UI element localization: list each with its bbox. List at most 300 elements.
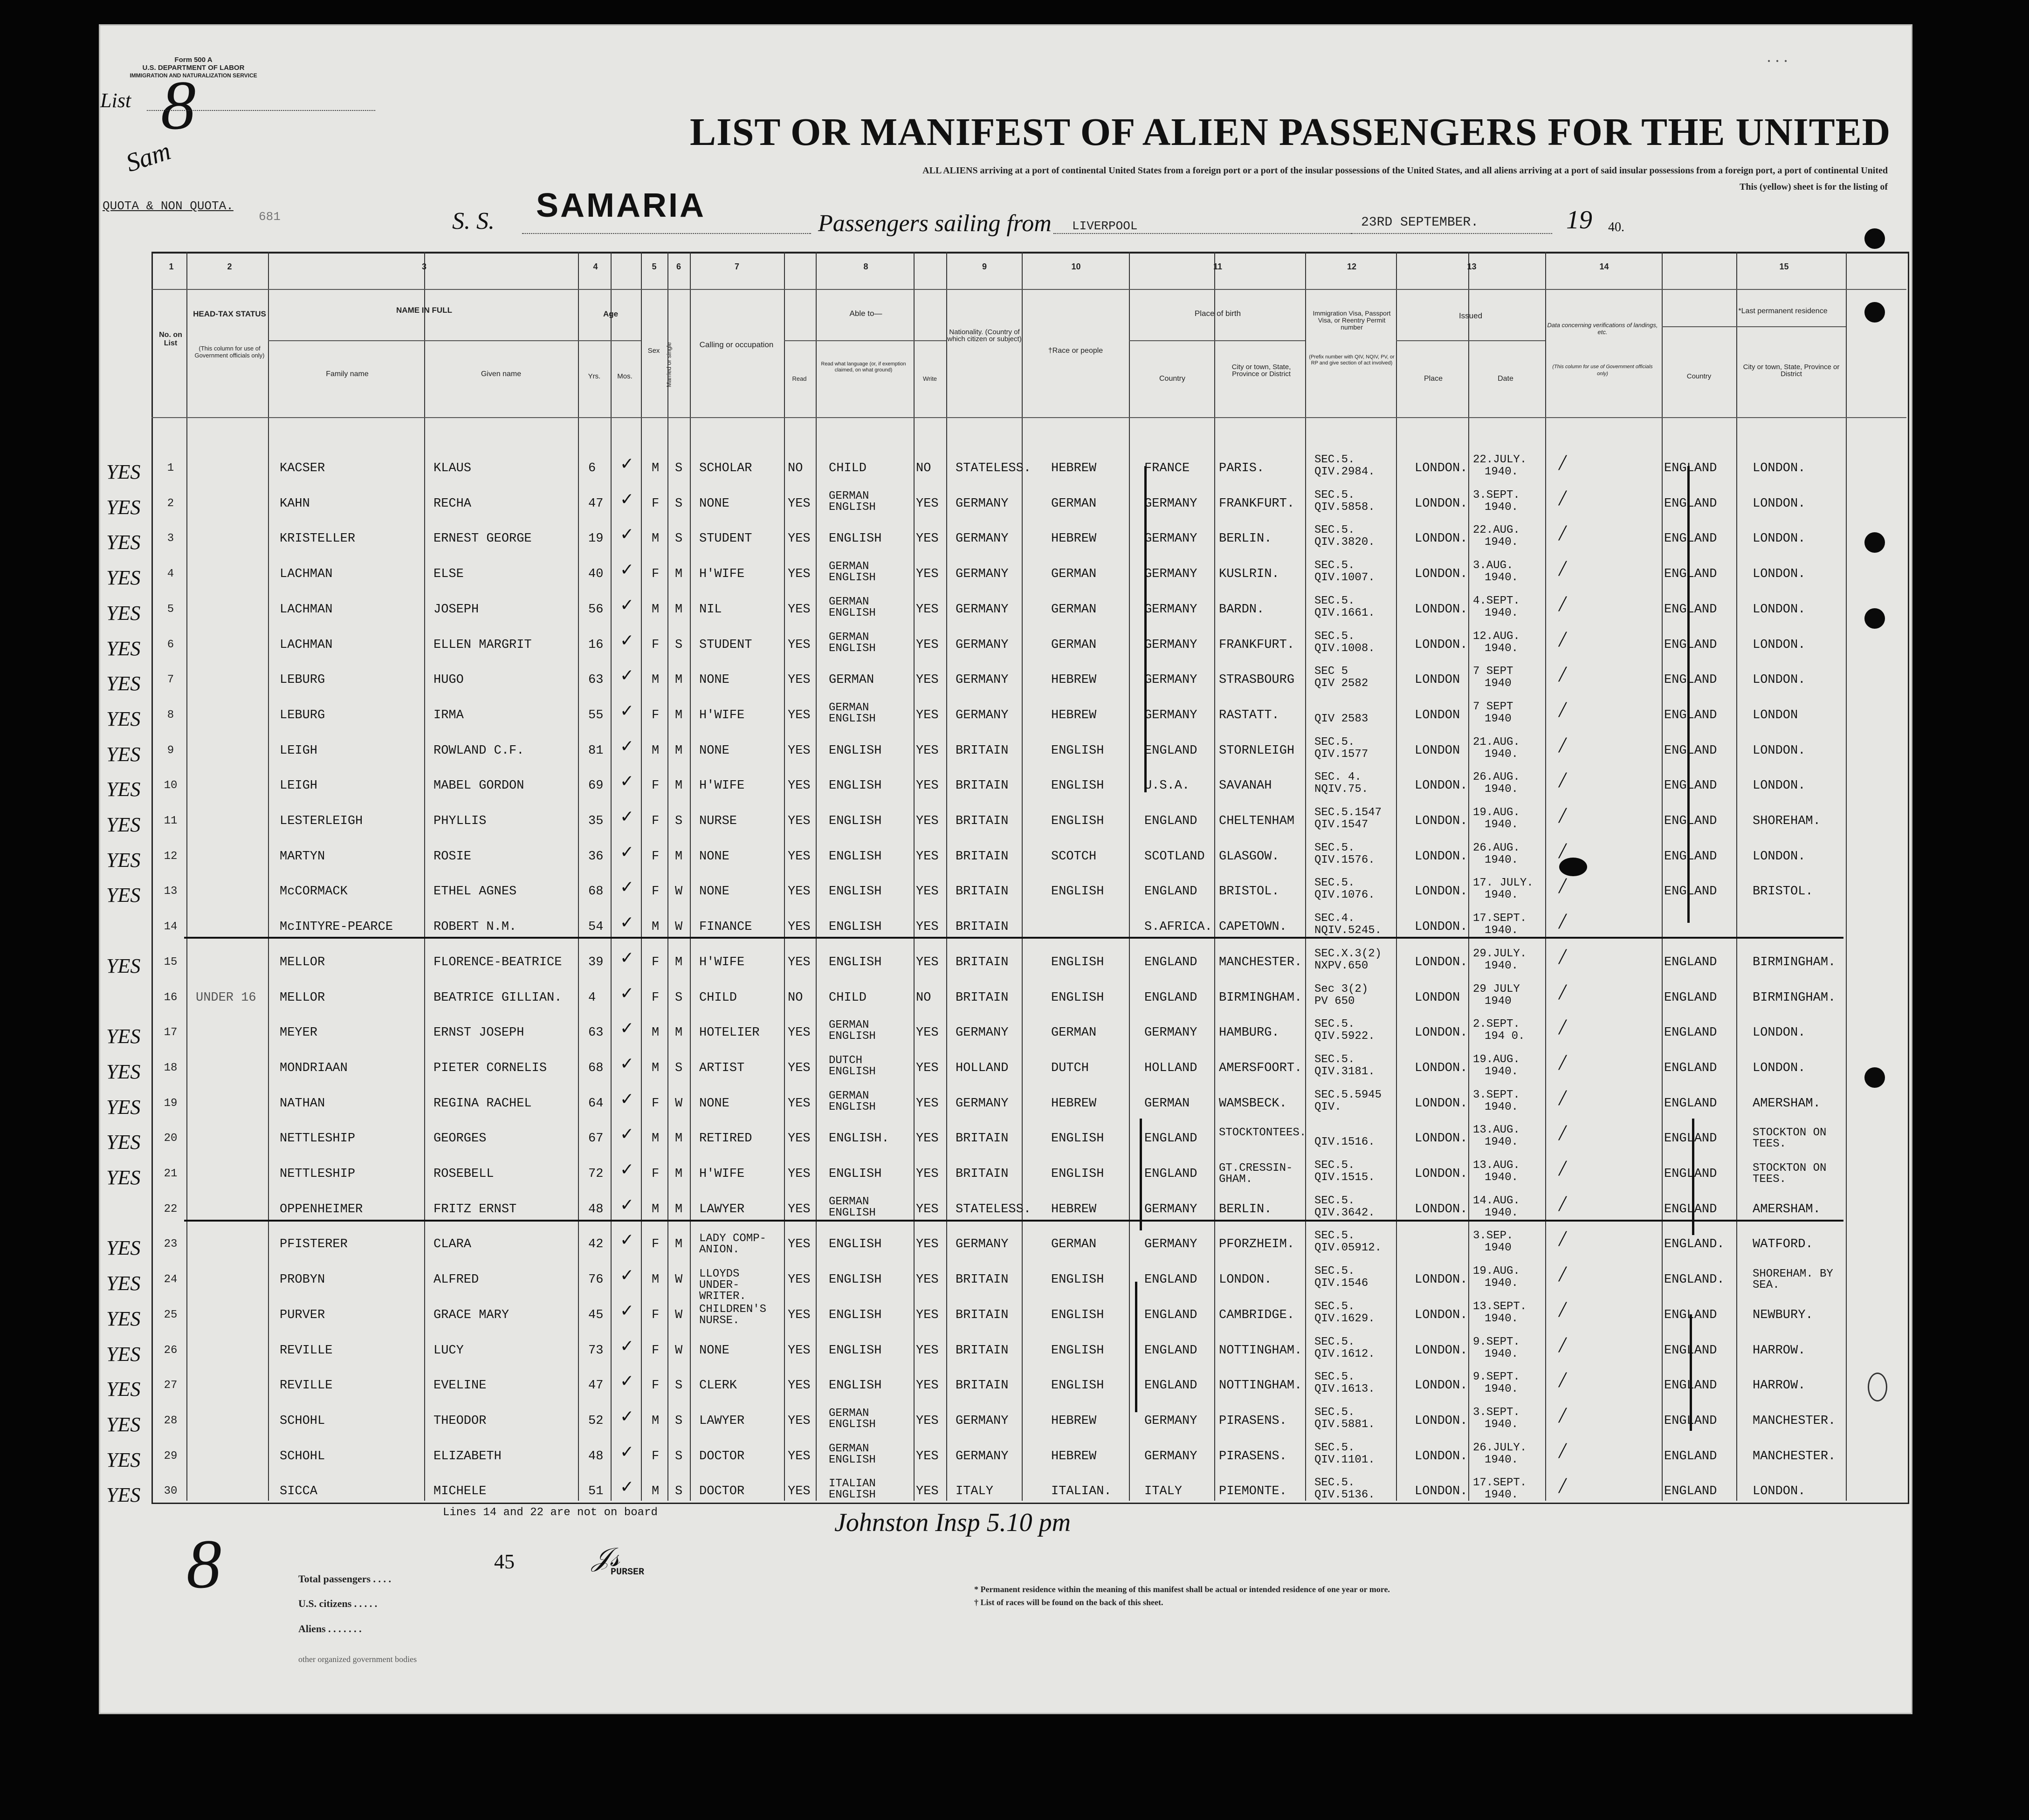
can-write: YES	[916, 1132, 939, 1146]
can-write: NO	[916, 990, 931, 1005]
issued-date: 26.JULY.	[1473, 1441, 1527, 1454]
check-mark: ✓	[620, 948, 634, 968]
race: HEBREW	[1051, 1096, 1097, 1111]
verification-mark: /	[1559, 732, 1566, 757]
row-number: 2	[167, 497, 174, 510]
visa-section: SEC.5.	[1314, 1194, 1355, 1207]
nationality: HOLLAND	[956, 1061, 1009, 1075]
issued-year: 1940.	[1485, 1277, 1519, 1290]
read-language: ENGLISH	[829, 779, 882, 793]
other-label: other organized government bodies	[298, 1655, 417, 1664]
age-years: 67	[588, 1132, 604, 1146]
residence-country: ENGLAND	[1664, 1132, 1717, 1146]
given-name: FLORENCE-BEATRICE	[433, 955, 562, 969]
issued-year: 1940.	[1485, 959, 1519, 972]
footnote-residence: * Permanent residence within the meaning of this manifest shall be actual or intended residence of one year or more.	[974, 1585, 1390, 1594]
residence-city: MANCHESTER.	[1753, 1414, 1836, 1428]
can-read: YES	[788, 532, 811, 546]
given-name: ROSEBELL	[433, 1167, 494, 1181]
visa-number: QIV 2583	[1314, 712, 1369, 725]
race: ENGLISH	[1051, 743, 1104, 758]
calling: LAWYER	[699, 1202, 745, 1216]
read-language: GERMAN ENGLISH	[829, 1407, 876, 1431]
sex: M	[652, 461, 660, 475]
birth-city: PARIS.	[1219, 461, 1265, 475]
calling: STUDENT	[699, 532, 752, 546]
visa-section: SEC.5.	[1314, 1441, 1355, 1454]
age-years: 4	[588, 990, 596, 1005]
subtitle-line1: ALL ALIENS arriving at a port of continental United States from a foreign port or a port of the insular possessions of the United States, and all aliens arriving at a port of said insular possessions from a foreign port, a port of continental United	[922, 165, 1888, 176]
row-number: 14	[164, 920, 178, 934]
age-years: 54	[588, 920, 604, 934]
admitted-mark: YES	[106, 672, 141, 695]
issued-date: 3.SEPT.	[1473, 1406, 1520, 1419]
marital-status: S	[675, 1414, 683, 1428]
nationality: BRITAIN	[956, 779, 1009, 793]
residence-country: ENGLAND	[1664, 1167, 1717, 1181]
sex: M	[652, 1026, 660, 1040]
residence-country: ENGLAND	[1664, 743, 1717, 758]
residence-country: ENGLAND	[1664, 1096, 1717, 1111]
family-name: LEIGH	[280, 779, 318, 793]
verification-mark: /	[1559, 591, 1566, 616]
race: HEBREW	[1051, 532, 1097, 546]
sex: M	[652, 920, 660, 934]
row-number: 18	[164, 1061, 178, 1074]
sex: M	[652, 673, 660, 687]
issued-year: 1940.	[1485, 1206, 1519, 1219]
can-write: YES	[916, 1026, 939, 1040]
can-read: YES	[788, 567, 811, 582]
visa-number: QIV.1516.	[1314, 1136, 1375, 1149]
can-write: YES	[916, 1273, 939, 1287]
issued-year: 1940.	[1485, 466, 1519, 478]
calling: H'WIFE	[699, 567, 745, 582]
verification-mark: /	[1559, 485, 1566, 510]
age-years: 73	[588, 1343, 604, 1358]
calling: NONE	[699, 849, 729, 864]
strike-row-22	[184, 1220, 1843, 1222]
row-number: 8	[167, 708, 174, 721]
grid-vline	[946, 252, 947, 1501]
issued-place: LONDON.	[1415, 885, 1468, 899]
race: ITALIAN.	[1051, 1484, 1112, 1499]
header-landings-note: (This column for use of Government officials only)	[1552, 364, 1653, 377]
issued-date: 19.AUG.	[1473, 1053, 1520, 1066]
check-mark: ✓	[620, 736, 634, 756]
birth-country: GERMANY	[1144, 602, 1197, 617]
visa-section: SEC.5.1547	[1314, 806, 1382, 819]
family-name: SCHOHL	[280, 1449, 325, 1463]
verification-mark: /	[1559, 1050, 1566, 1075]
given-name: ERNST JOSEPH	[433, 1026, 524, 1040]
birth-country: FRANCE	[1144, 461, 1190, 475]
nationality: BRITAIN	[956, 955, 1009, 969]
header-married: Married or single	[665, 342, 673, 387]
marital-status: S	[675, 1484, 683, 1499]
given-name: ETHEL AGNES	[433, 885, 517, 899]
issued-date: 26.AUG.	[1473, 841, 1520, 854]
check-mark: ✓	[620, 913, 634, 933]
birth-city: KUSLRIN.	[1219, 567, 1279, 582]
admitted-mark: YES	[106, 1448, 141, 1471]
residence-country: ENGLAND	[1664, 1379, 1717, 1393]
grid-vline	[1468, 252, 1469, 1501]
port-of-departure: LIVERPOOL	[1072, 219, 1138, 233]
row-number: 15	[164, 955, 178, 968]
age-years: 42	[588, 1237, 604, 1252]
total-count: 45	[494, 1550, 515, 1573]
header-residence-city: City or town, State, Province or District	[1743, 363, 1840, 378]
read-language: DUTCH ENGLISH	[829, 1054, 876, 1078]
issued-date: 17. JULY.	[1473, 877, 1534, 890]
read-language: CHILD	[829, 990, 867, 1005]
can-read: YES	[788, 1379, 811, 1393]
read-language: ITALIAN ENGLISH	[829, 1477, 876, 1502]
calling: HOTELIER	[699, 1026, 760, 1040]
birth-city: PFORZHEIM.	[1219, 1237, 1295, 1252]
issued-year: 1940.	[1485, 889, 1519, 902]
birth-city: RASTATT.	[1219, 708, 1279, 722]
residence-country: ENGLAND	[1664, 461, 1717, 475]
handwritten-annotation: Johnston Insp 5.10 pm	[834, 1508, 1071, 1537]
visa-section: SEC.4.	[1314, 912, 1355, 925]
issued-year: 1940.	[1485, 571, 1519, 584]
verification-mark: /	[1559, 1085, 1566, 1110]
sex: F	[652, 1379, 660, 1393]
marital-status: S	[675, 461, 683, 475]
row-number: 6	[167, 638, 174, 651]
grid-vline	[1662, 252, 1663, 1501]
residence-country: ENGLAND	[1664, 1449, 1717, 1463]
can-write: YES	[916, 1096, 939, 1111]
row-number: 5	[167, 603, 174, 616]
birth-country: GERMANY	[1144, 1026, 1197, 1040]
check-mark: ✓	[620, 878, 634, 897]
age-years: 45	[588, 1308, 604, 1322]
can-write: YES	[916, 920, 939, 934]
visa-section: SEC.5.	[1314, 877, 1355, 890]
birth-country: U.S.A.	[1144, 779, 1190, 793]
nationality: GERMANY	[956, 496, 1009, 511]
sex: M	[652, 1273, 660, 1287]
check-mark: ✓	[620, 525, 634, 544]
race: ENGLISH	[1051, 1343, 1104, 1358]
issued-date: 17.SEPT.	[1473, 1477, 1527, 1490]
birth-country: GERMANY	[1144, 1237, 1197, 1252]
row-number: 12	[164, 850, 178, 863]
column-number: 6	[676, 262, 681, 271]
race: HEBREW	[1051, 1202, 1097, 1216]
row-number: 4	[167, 568, 174, 581]
marital-status: M	[675, 567, 683, 582]
check-mark: ✓	[620, 983, 634, 1003]
family-name: LACHMAN	[280, 638, 333, 652]
can-read: YES	[788, 1026, 811, 1040]
column-number: 10	[1071, 262, 1081, 271]
issued-year: 1940.	[1485, 1489, 1519, 1502]
form-dept: U.S. DEPARTMENT OF LABOR	[142, 64, 245, 72]
sex: M	[652, 1202, 660, 1216]
issued-place: LONDON.	[1415, 1308, 1468, 1322]
family-name: PROBYN	[280, 1273, 325, 1287]
residence-country: ENGLAND	[1664, 496, 1717, 511]
read-language: ENGLISH	[829, 1343, 882, 1358]
family-name: KACSER	[280, 461, 325, 475]
residence-city: LONDON.	[1753, 849, 1806, 864]
header-family-name: Family name	[326, 370, 369, 378]
visa-section: SEC.5.	[1314, 1159, 1355, 1172]
grid-subhline	[578, 340, 641, 341]
residence-country: ENGLAND	[1664, 673, 1717, 687]
check-mark: ✓	[620, 560, 634, 580]
admitted-mark: YES	[106, 778, 141, 801]
bracket-mark	[1692, 1119, 1694, 1235]
read-language: ENGLISH	[829, 885, 882, 899]
read-language: GERMAN ENGLISH	[829, 631, 876, 655]
issued-year: 1940.	[1485, 1100, 1519, 1113]
issued-year: 1940	[1485, 995, 1512, 1008]
issued-date: 4.SEPT.	[1473, 594, 1520, 607]
can-read: YES	[788, 602, 811, 617]
residence-city: LONDON.	[1753, 1061, 1806, 1075]
grid-vline	[424, 252, 425, 1501]
issued-date: 22.JULY.	[1473, 453, 1527, 466]
visa-number: QIV.5922.	[1314, 1030, 1375, 1043]
sex: F	[652, 814, 660, 828]
visa-number: QIV.3642.	[1314, 1206, 1375, 1219]
read-language: ENGLISH	[829, 920, 882, 934]
can-read: NO	[788, 461, 803, 475]
can-write: YES	[916, 955, 939, 969]
calling: H'WIFE	[699, 1167, 745, 1181]
header-head-tax-note: (This column for use of Government officials only)	[194, 345, 265, 359]
verification-mark: /	[1559, 1402, 1566, 1428]
calling: ARTIST	[699, 1061, 745, 1075]
us-citizens-label: U.S. citizens . . . . .	[298, 1598, 378, 1609]
family-name: McCORMACK	[280, 885, 348, 899]
family-name: SICCA	[280, 1484, 318, 1499]
header-read-lang: Read what language (or, if exemption claimed, on what ground)	[821, 361, 906, 373]
age-years: 69	[588, 779, 604, 793]
row-number: 20	[164, 1132, 178, 1145]
race: ENGLISH	[1051, 1308, 1104, 1322]
residence-city: LONDON.	[1753, 1484, 1806, 1499]
race: ENGLISH	[1051, 779, 1104, 793]
can-write: NO	[916, 461, 931, 475]
can-read: YES	[788, 743, 811, 758]
birth-city: CAMBRIDGE.	[1219, 1308, 1295, 1322]
issued-place: LONDON.	[1415, 779, 1468, 793]
issued-place: LONDON.	[1415, 1202, 1468, 1216]
issued-year: 1940.	[1485, 818, 1519, 831]
grid-vline	[186, 252, 187, 1501]
age-years: 81	[588, 743, 604, 758]
header-issued-date: Date	[1498, 375, 1513, 383]
marital-status: S	[675, 638, 683, 652]
read-language: GERMAN ENGLISH	[829, 1195, 876, 1219]
issued-year: 1940.	[1485, 783, 1519, 796]
marital-status: M	[675, 708, 683, 722]
birth-country: GERMANY	[1144, 1449, 1197, 1463]
residence-city: HARROW.	[1753, 1379, 1806, 1393]
calling: DOCTOR	[699, 1449, 745, 1463]
nationality: BRITAIN	[956, 920, 1009, 934]
check-mark: ✓	[620, 1054, 634, 1073]
can-write: YES	[916, 885, 939, 899]
header-given-name: Given name	[481, 370, 522, 378]
birth-country: ENGLAND	[1144, 955, 1197, 969]
issued-year: 1940.	[1485, 748, 1519, 761]
grid-vline	[268, 252, 269, 1501]
marital-status: M	[675, 1132, 683, 1146]
issued-place: LONDON.	[1415, 1096, 1468, 1111]
issued-year: 1940	[1485, 712, 1512, 725]
birth-city: PIEMONTE.	[1219, 1484, 1287, 1499]
admitted-mark: YES	[106, 1378, 141, 1401]
admitted-mark: YES	[106, 1236, 141, 1260]
nationality: GERMANY	[956, 638, 1009, 652]
footnote-races: † List of races will be found on the back of this sheet.	[974, 1598, 1163, 1607]
family-name: LACHMAN	[280, 567, 333, 582]
nationality: BRITAIN	[956, 1379, 1009, 1393]
birth-city: STOCKTONTEES.	[1219, 1126, 1307, 1140]
marital-status: S	[675, 532, 683, 546]
residence-country: ENGLAND	[1664, 779, 1717, 793]
visa-number: NQIV.75.	[1314, 783, 1369, 796]
sex: F	[652, 885, 660, 899]
issued-date: 3.SEP.	[1473, 1229, 1513, 1243]
residence-country: ENGLAND	[1664, 990, 1717, 1005]
header-no-on-list: No. on List	[159, 331, 182, 347]
issued-date: 22.AUG.	[1473, 524, 1520, 537]
birth-city: GLASGOW.	[1219, 849, 1279, 864]
verification-mark: /	[1559, 450, 1566, 475]
admitted-mark: YES	[106, 531, 141, 554]
check-mark: ✓	[620, 1089, 634, 1109]
header-write: Write	[922, 375, 937, 382]
residence-city: AMERSHAM.	[1753, 1096, 1821, 1111]
given-name: REGINA RACHEL	[433, 1096, 532, 1111]
verification-mark: /	[1559, 1120, 1566, 1146]
residence-city: STOCKTON ON TEES.	[1753, 1126, 1827, 1151]
header-race: †Race or people	[1048, 347, 1103, 355]
calling: NONE	[699, 1096, 729, 1111]
grid-subhline	[784, 340, 946, 341]
calling: RETIRED	[699, 1132, 752, 1146]
issued-place: LONDON.	[1415, 1026, 1468, 1040]
read-language: ENGLISH	[829, 1379, 882, 1393]
family-name: PFISTERER	[280, 1237, 348, 1252]
list-number: 8	[161, 67, 196, 144]
birth-city: BIRMINGHAM.	[1219, 990, 1302, 1005]
birth-city: WAMSBECK.	[1219, 1096, 1287, 1111]
nationality: GERMANY	[956, 602, 1009, 617]
birth-country: ENGLAND	[1144, 1167, 1197, 1181]
read-language: GERMAN ENGLISH	[829, 1019, 876, 1043]
birth-city: BARDN.	[1219, 602, 1265, 617]
family-name: NETTLESHIP	[280, 1167, 356, 1181]
can-read: NO	[788, 990, 803, 1005]
nationality: STATELESS.	[956, 1202, 1032, 1216]
can-read: YES	[788, 1237, 811, 1252]
issued-date: 19.AUG.	[1473, 1265, 1520, 1278]
can-write: YES	[916, 814, 939, 828]
read-language: ENGLISH	[829, 1167, 882, 1181]
verification-mark: /	[1559, 1156, 1566, 1181]
marital-status: M	[675, 673, 683, 687]
check-mark: ✓	[620, 701, 634, 721]
issued-place: LONDON.	[1415, 920, 1468, 934]
nationality: GERMANY	[956, 1026, 1009, 1040]
admitted-mark: YES	[106, 601, 141, 625]
visa-number: QIV 2582	[1314, 677, 1369, 690]
row-number: 26	[164, 1344, 178, 1357]
grid-vline	[667, 252, 668, 1501]
issued-year: 1940.	[1485, 1383, 1519, 1396]
family-name: MELLOR	[280, 955, 325, 969]
visa-number: PV 650	[1314, 995, 1355, 1008]
residence-city: HARROW.	[1753, 1343, 1806, 1358]
residence-city: SHOREHAM. BY SEA.	[1753, 1268, 1833, 1292]
year-suffix: 40.	[1608, 220, 1624, 234]
given-name: ROBERT N.M.	[433, 920, 517, 934]
residence-country: ENGLAND	[1664, 955, 1717, 969]
header-sex: Sex	[647, 347, 660, 355]
verification-mark: /	[1559, 1297, 1566, 1322]
residence-city: LONDON.	[1753, 1026, 1806, 1040]
can-write: YES	[916, 638, 939, 652]
admitted-mark: YES	[106, 1131, 141, 1154]
sex: F	[652, 1308, 660, 1322]
calling: CHILD	[699, 990, 737, 1005]
birth-country: GERMANY	[1144, 638, 1197, 652]
header-head-tax: HEAD-TAX STATUS	[193, 309, 266, 318]
issued-place: LONDON.	[1415, 1167, 1468, 1181]
sex: F	[652, 638, 660, 652]
nationality: BRITAIN	[956, 814, 1009, 828]
read-language: GERMAN ENGLISH	[829, 701, 876, 725]
issued-place: LONDON.	[1415, 955, 1468, 969]
form-service: IMMIGRATION AND NATURALIZATION SERVICE	[130, 72, 257, 79]
race: GERMAN	[1051, 567, 1097, 582]
residence-country: ENGLAND	[1664, 1202, 1717, 1216]
race: SCOTCH	[1051, 849, 1097, 864]
can-read: YES	[788, 885, 811, 899]
can-read: YES	[788, 955, 811, 969]
grid-vline	[1545, 252, 1546, 1501]
family-name: NATHAN	[280, 1096, 325, 1111]
read-language: ENGLISH	[829, 1273, 882, 1287]
check-mark: ✓	[620, 1407, 634, 1426]
nationality: GERMANY	[956, 673, 1009, 687]
birth-country: ENGLAND	[1144, 814, 1197, 828]
date-line	[1352, 233, 1552, 234]
visa-number: QIV.1076.	[1314, 889, 1375, 902]
family-name: REVILLE	[280, 1343, 333, 1358]
visa-section: SEC.5.	[1314, 1229, 1355, 1243]
verification-mark: /	[1559, 1262, 1566, 1287]
age-years: 51	[588, 1484, 604, 1499]
calling: H'WIFE	[699, 708, 745, 722]
race: ENGLISH	[1051, 990, 1104, 1005]
birth-country: GERMANY	[1144, 673, 1197, 687]
column-number: 14	[1599, 262, 1609, 271]
sex: F	[652, 496, 660, 511]
grid-subhline	[1662, 326, 1846, 327]
grid-vline	[1846, 252, 1847, 1501]
family-name: LEBURG	[280, 708, 325, 722]
